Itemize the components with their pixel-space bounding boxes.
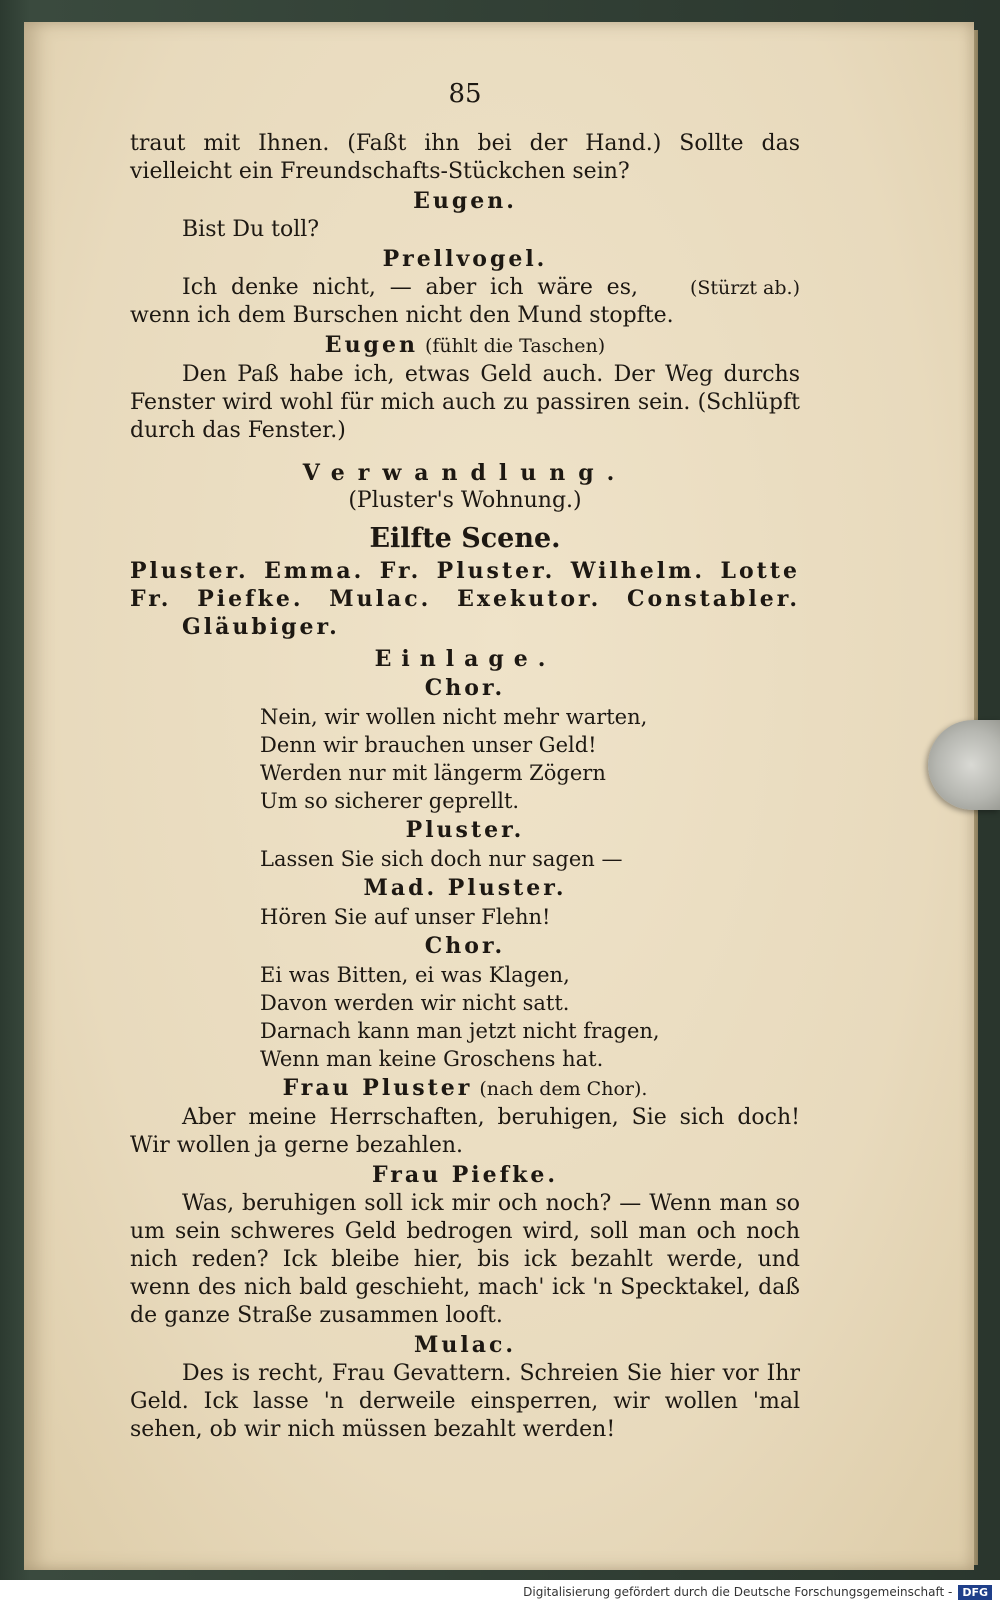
paragraph-text: Den Paß habe ich, etwas Geld auch. Der Weg durchs Fenster wird wohl für mich auch zu passiren sein. (Schlüpft durch das Fenster.) (130, 362, 800, 443)
verse-line: Darnach kann man jetzt nicht fragen, (260, 1019, 660, 1043)
paragraph-text: Aber meine Herrschaften, beruhigen, Sie sich doch! Wir wollen ja gerne bezahlen. (130, 1105, 800, 1158)
text-blocks (130, 130, 800, 1444)
page-content (130, 80, 800, 1444)
speaker-line (130, 1074, 800, 1103)
verse-line: Lassen Sie sich doch nur sagen — (260, 847, 623, 871)
paragraph (130, 216, 800, 244)
verse-line: Werden nur mit längerm Zögern (260, 761, 606, 785)
paragraph-text: Was, beruhigen soll ick mir och noch? — Wenn man so um sein schweres Geld bedrogen wird, soll man och noch nich reden? Ick bleibe hier, bis ick bezahlt werde, und wenn des nich bald geschieht, mach' ick 'n Specktakel, daß de ganze Straße zusammen looft. (130, 1191, 800, 1328)
stage-direction: (Stürzt ab.) (689, 277, 800, 299)
einlage-heading: Einlage. (374, 646, 556, 672)
footer-bar (0, 1580, 1000, 1605)
speaker-name: Prellvogel. (382, 246, 548, 272)
cast-list-line: Gläubiger. (182, 614, 340, 640)
speaker-name: Frau Piefke. (372, 1162, 558, 1188)
paragraph (130, 1104, 800, 1160)
speaker-name: Chor. (424, 675, 506, 701)
verse-block (130, 903, 800, 931)
verse-line: Ei was Bitten, ei was Klagen, (260, 963, 570, 987)
verse-line: Nein, wir wollen nicht mehr warten, (260, 705, 648, 729)
speaker-name: Mad. Pluster. (363, 875, 567, 901)
speaker-line (130, 331, 800, 360)
cast-list-line: Pluster. Emma. Fr. Pluster. Wilhelm. Lotte (130, 558, 800, 584)
location-note: (Pluster's Wohnung.) (348, 488, 582, 513)
paragraph-text: traut mit Ihnen. (Faßt ihn bei der Hand.) Sollte das vielleicht ein Freundschafts-Stückchen sein? (130, 131, 800, 184)
paragraph-text: Bist Du toll? (182, 217, 320, 242)
verse-line: Davon werden wir nicht satt. (260, 991, 570, 1015)
speaker-name: Eugen (324, 332, 418, 358)
stage-direction: (fühlt die Taschen) (424, 335, 606, 357)
paragraph (130, 130, 800, 186)
page-number: 85 (448, 79, 482, 109)
speaker-name: Pluster. (405, 817, 525, 843)
cast-list-line: Fr. Piefke. Mulac. Exekutor. Constabler. (130, 586, 800, 612)
paragraph (130, 1190, 800, 1330)
dfg-logo: DFG (958, 1585, 992, 1600)
verse-block (130, 845, 800, 873)
paragraph (130, 361, 800, 445)
scene-title: Eilfte Scene. (369, 523, 561, 554)
speaker-name: Chor. (424, 933, 506, 959)
scene-change: Verwandlung. (302, 460, 628, 486)
paragraph (130, 274, 800, 330)
verse-block (130, 703, 800, 815)
verse-line: Um so sicherer geprellt. (260, 789, 520, 813)
paragraph-text: Ich denke nicht, — aber ich wäre es, wenn ich dem Burschen nicht den Mund stopfte. (130, 275, 674, 328)
speaker-name: Eugen. (413, 188, 517, 214)
verse-line: Hören Sie auf unser Flehn! (260, 905, 551, 929)
stage-direction: (nach dem Chor). (479, 1078, 648, 1100)
footer-text: Digitalisierung gefördert durch die Deutsche Forschungsgemeinschaft - (523, 1585, 953, 1599)
verse-line: Denn wir brauchen unser Geld! (260, 733, 597, 757)
speaker-name: Mulac. (413, 1332, 516, 1358)
verse-block (130, 961, 800, 1073)
paragraph (130, 1360, 800, 1444)
verse-line: Wenn man keine Groschens hat. (260, 1047, 604, 1071)
speaker-name: Frau Pluster (282, 1075, 473, 1101)
paragraph-text: Des is recht, Frau Gevattern. Schreien Sie hier vor Ihr Geld. Ick lasse 'n derweile einsperren, wir wollen 'mal sehen, ob wir nich müssen bezahlt werden! (130, 1361, 800, 1442)
